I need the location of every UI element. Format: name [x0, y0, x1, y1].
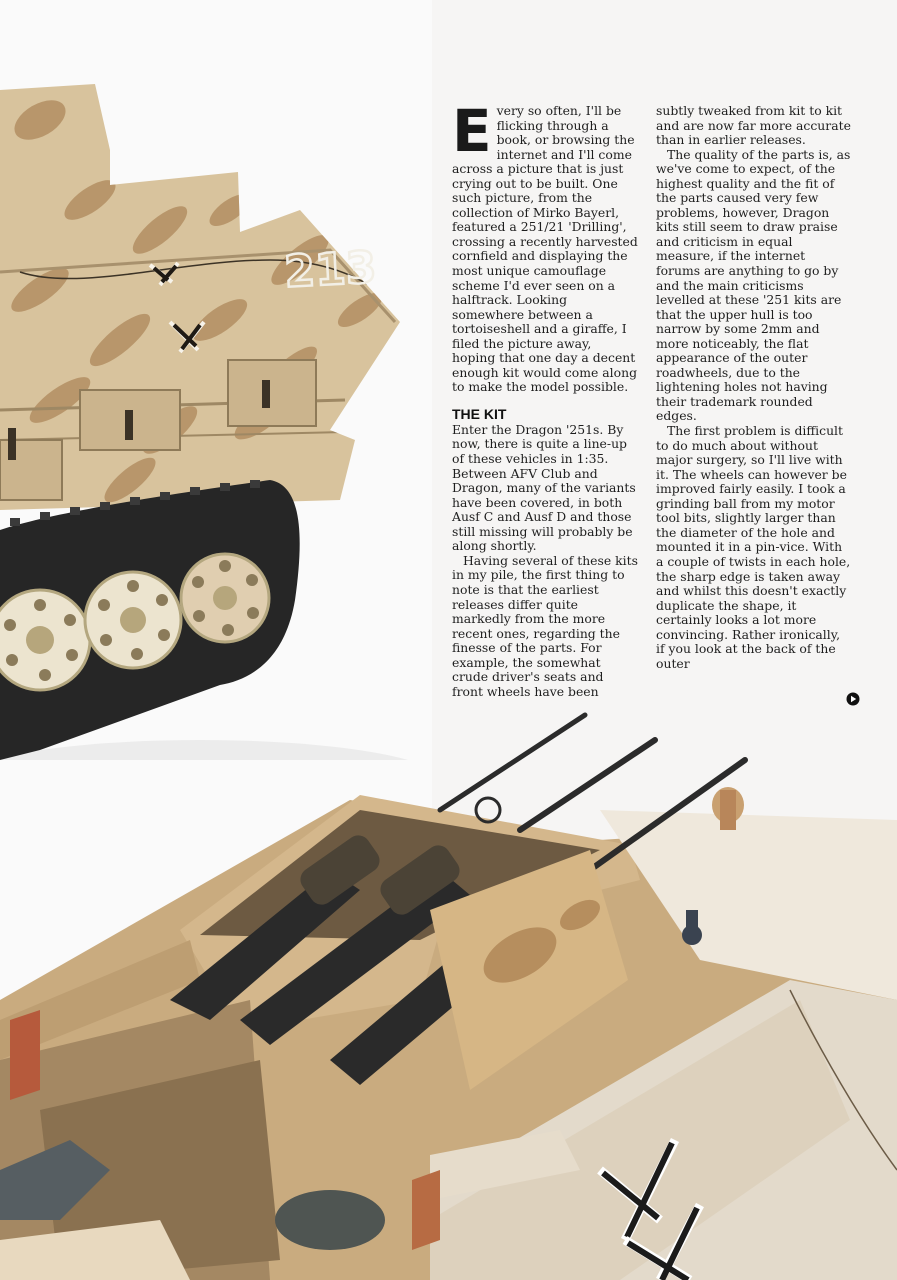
drop-cap: E [452, 97, 492, 165]
intro-paragraph [452, 97, 638, 395]
paragraph: Having several of these kits in my pile, the first thing to note is that the earliest releases differ quite markedly from the more recent ones, regarding the finesse of the parts. For example, the somewhat crude driver's seats and front wheels have been [452, 552, 638, 699]
continue-arrow-icon [846, 692, 860, 706]
intro-text: very so often, I'll be flicking through a book, or browsing the internet and I'll come across a picture that is just crying out to be built. One such picture, from the collection of Mirko Bayerl, featured a 251/21 'Drilling', crossing a recently harvested cornfield and displaying the most unique camouflage scheme I'd ever seen on a halftrack. Looking somewhere between a tortoiseshell and a giraffe, I filed the picture away, hoping that one day a decent enough kit would come along to make the model possible. [452, 103, 638, 395]
paragraph: The first problem is difficult to do much about without major surgery, so I'll live with it. The wheels can however be improved fairly easily. I took a grinding ball from my motor tool bits, slightly larger than the diameter of the hole and mounted it in a pin-vice. With a couple of twists in each hole, the sharp edge is taken away and whilst this doesn't exactly duplicate the shape, it certainly looks a lot more convincing. Rather ironically, if you look at the back of the outer [656, 423, 851, 671]
section-heading-the-kit: THE KIT [452, 405, 507, 422]
triple-mg-mount-photo [0, 700, 897, 1280]
article-column-1 [452, 97, 638, 699]
halftrack-side-photo [0, 60, 410, 760]
paragraph: The quality of the parts is, as we've come to expect, of the highest quality and the fit of the parts caused very few problems, however, Dragon kits still seem to draw praise and criticism in equal measure, if the internet forums are anything to go by and the main criticisms levelled at these '251 kits are that the upper hull is too narrow by some 2mm and more noticeably, the flat appearance of the outer roadwheels, due to the lightening holes not having their trademark rounded edges. [656, 146, 851, 424]
paragraph: Enter the Dragon '251s. By now, there is quite a line-up of these vehicles in 1:35. Between AFV Club and Dragon, many of the variants have been covered, in both Ausf C and Ausf D and those still missing will probably be along shortly. [452, 421, 636, 554]
article-column-2 [656, 104, 852, 671]
hull-number: 213 [283, 242, 378, 298]
paragraph: subtly tweaked from kit to kit and are now far more accurate than in earlier releases. [656, 103, 851, 148]
